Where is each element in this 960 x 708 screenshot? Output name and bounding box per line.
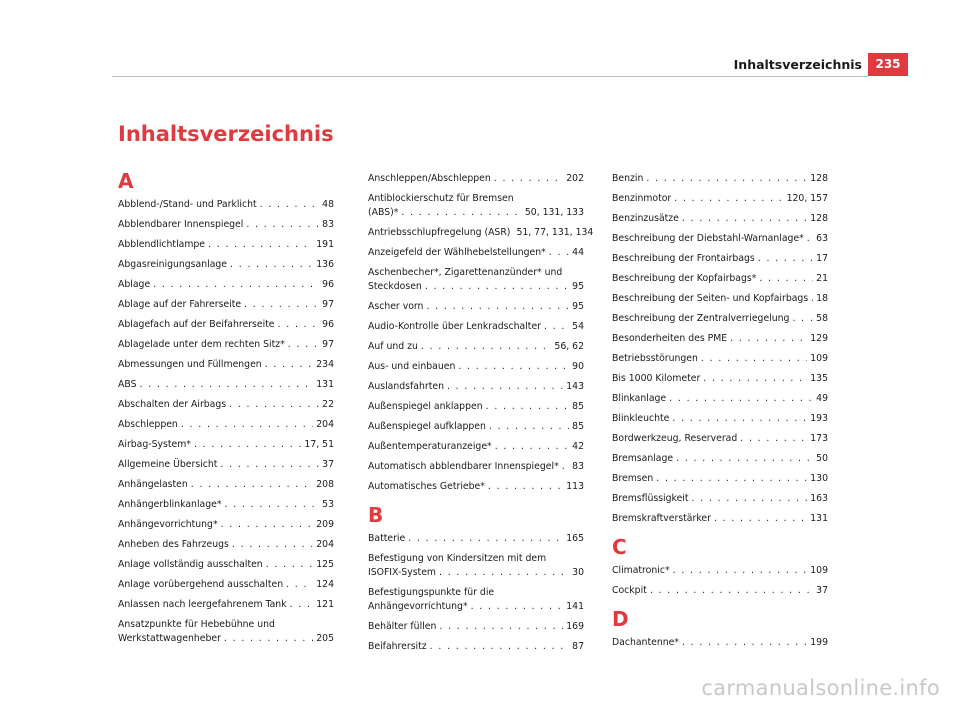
header-title: Inhaltsverzeichnis xyxy=(733,57,862,72)
index-entry xyxy=(118,418,334,432)
index-entry-pages: 22 xyxy=(322,399,334,410)
index-entry-pages: 21 xyxy=(816,273,828,284)
index-entry-term: Bis 1000 Kilometer xyxy=(612,373,701,384)
index-entry-term: Befestigungspunkte für die xyxy=(368,587,495,598)
dot-leader xyxy=(701,352,807,366)
index-entry-term: Antiblockierschutz für Bremsen xyxy=(368,193,514,204)
index-entry-pages: 131 xyxy=(316,379,334,390)
index-entry xyxy=(118,278,334,292)
index-entry xyxy=(368,620,584,634)
index-entry-term: Abblendlichtlampe xyxy=(118,239,206,250)
index-entry-pages: 58 xyxy=(816,313,828,324)
index-entry-pages: 141 xyxy=(566,601,584,612)
index-entry xyxy=(612,232,828,246)
index-entry xyxy=(612,584,828,598)
index-entry-pages: 204 xyxy=(316,419,334,430)
index-entry-term: Auf und zu xyxy=(368,341,418,352)
dot-leader xyxy=(811,292,813,306)
index-entry-pages: 209 xyxy=(316,519,334,530)
index-entry-term: Außenspiegel anklappen xyxy=(368,401,483,412)
index-entry xyxy=(612,372,828,386)
index-entry-pages: 44 xyxy=(572,247,584,258)
index-entry-pages: 163 xyxy=(810,493,828,504)
index-entry xyxy=(368,300,584,314)
index-entry xyxy=(118,378,334,392)
header-divider xyxy=(112,76,868,77)
index-entry-term: Anheben des Fahrzeugs xyxy=(118,539,229,550)
index-entry-pages: 208 xyxy=(316,479,334,490)
dot-leader xyxy=(244,298,319,312)
index-entry-pages: 63 xyxy=(816,233,828,244)
index-entry-pages: 50, 131, 133 xyxy=(524,207,584,218)
dot-leader xyxy=(549,246,569,260)
index-entry xyxy=(118,478,334,492)
index-entry xyxy=(612,312,828,326)
index-entry xyxy=(368,420,584,434)
index-entry-pages: 37 xyxy=(816,585,828,596)
index-entry-pages: 97 xyxy=(322,299,334,310)
page-title: Inhaltsverzeichnis xyxy=(118,122,334,146)
index-entry xyxy=(118,518,334,532)
index-letter-heading: C xyxy=(612,535,627,559)
index-entry xyxy=(612,512,828,526)
index-entry xyxy=(612,636,828,650)
index-entry-pages: 30 xyxy=(572,567,584,578)
index-entry-pages: 87 xyxy=(572,641,584,652)
index-entry xyxy=(612,352,828,366)
index-entry xyxy=(612,452,828,466)
dot-leader xyxy=(430,640,570,654)
index-entry-pages: 83 xyxy=(572,461,584,472)
index-entry xyxy=(118,338,334,352)
index-entry-pages: 124 xyxy=(316,579,334,590)
index-entry-term: Anzeigefeld der Wählhebelstellungen* xyxy=(368,247,546,258)
dot-leader xyxy=(682,212,807,226)
index-entry-term: Behälter füllen xyxy=(368,621,437,632)
index-entry-term: Blinkanlage xyxy=(612,393,667,404)
index-entry-pages: 120, 157 xyxy=(786,193,828,204)
index-entry-term: Benzinmotor xyxy=(612,193,672,204)
index-entry-pages: 49 xyxy=(816,393,828,404)
dot-leader xyxy=(181,418,313,432)
index-entry-pages: 173 xyxy=(810,433,828,444)
index-entry-term: Automatisches Getriebe* xyxy=(368,481,485,492)
index-entry-term: Benzin xyxy=(612,173,644,184)
index-entry-term: Aus- und einbauen xyxy=(368,361,456,372)
dot-leader xyxy=(421,340,552,354)
index-entry-pages: 95 xyxy=(572,281,584,292)
dot-leader xyxy=(439,566,569,580)
index-entry-term: Auslandsfahrten xyxy=(368,381,444,392)
index-entry-term: Anhängerblinkanlage* xyxy=(118,499,222,510)
index-entry-pages: 48 xyxy=(322,199,334,210)
index-entry-term: Audio-Kontrolle über Lenkradschalter xyxy=(368,321,541,332)
index-entry-term: Ablagefach auf der Beifahrerseite xyxy=(118,319,275,330)
page-number-badge: 235 xyxy=(868,53,908,76)
index-entry-term: Ablagelade unter dem rechten Sitz* xyxy=(118,339,285,350)
dot-leader xyxy=(792,312,813,326)
index-entry-term: Batterie xyxy=(368,533,406,544)
index-entry-term: Werkstattwagenheber xyxy=(118,633,221,644)
dot-leader xyxy=(260,198,320,212)
index-entry xyxy=(118,238,334,252)
index-entry xyxy=(118,438,334,452)
index-entry-term: Antriebsschlupfregelung (ASR) xyxy=(368,227,511,238)
index-entry xyxy=(612,172,828,186)
index-entry-term: Benzinzusätze xyxy=(612,213,679,224)
index-entry-term: Steckdosen xyxy=(368,281,422,292)
dot-leader xyxy=(246,218,319,232)
dot-leader xyxy=(544,320,569,334)
index-entry xyxy=(118,558,334,572)
index-entry-term: Anhängevorrichtung* xyxy=(368,601,468,612)
index-entry xyxy=(612,212,828,226)
index-entry xyxy=(612,192,828,206)
dot-leader xyxy=(232,538,313,552)
index-entry xyxy=(612,412,828,426)
index-entry xyxy=(368,552,584,580)
index-entry-pages: 121 xyxy=(316,599,334,610)
index-entry-term: Allgemeine Übersicht xyxy=(118,459,218,470)
dot-leader xyxy=(807,232,813,246)
dot-leader xyxy=(656,472,807,486)
index-entry-pages: 51, 77, 131, 134 xyxy=(516,227,594,238)
index-entry-term: Bordwerkzeug, Reserverad xyxy=(612,433,738,444)
index-entry-term: (ABS)* xyxy=(368,207,399,218)
index-entry xyxy=(368,246,584,260)
index-entry-term: ABS xyxy=(118,379,137,390)
index-entry-pages: 128 xyxy=(810,213,828,224)
dot-leader xyxy=(266,558,314,572)
index-entry xyxy=(368,360,584,374)
index-entry-pages: 56, 62 xyxy=(554,341,584,352)
dot-leader xyxy=(488,480,563,494)
index-entry-term: Ablage auf der Fahrerseite xyxy=(118,299,242,310)
index-entry xyxy=(368,192,584,220)
index-entry-term: Befestigung von Kindersitzen mit dem xyxy=(368,553,547,564)
index-entry xyxy=(118,398,334,412)
index-entry-term: Außentemperaturanzeige* xyxy=(368,441,492,452)
index-entry xyxy=(612,392,828,406)
dot-leader xyxy=(288,338,319,352)
dot-leader xyxy=(730,332,807,346)
dot-leader xyxy=(458,360,569,374)
index-entry xyxy=(612,564,828,578)
dot-leader xyxy=(740,432,807,446)
index-entry xyxy=(118,618,334,646)
dot-leader xyxy=(447,380,563,394)
index-entry-term: Anhängelasten xyxy=(118,479,188,490)
watermark: carmanualsonline.info xyxy=(701,676,940,700)
index-entry xyxy=(368,460,584,474)
dot-leader xyxy=(224,632,313,646)
dot-leader xyxy=(265,358,314,372)
dot-leader xyxy=(669,392,813,406)
index-entry-pages: 90 xyxy=(572,361,584,372)
dot-leader xyxy=(673,564,808,578)
index-entry xyxy=(118,358,334,372)
index-entry-pages: 50 xyxy=(816,453,828,464)
index-entry-term: Automatisch abblendbarer Innenspiegel* xyxy=(368,461,559,472)
index-entry-pages: 96 xyxy=(322,319,334,330)
index-entry-term: Blinkleuchte xyxy=(612,413,670,424)
index-entry-pages: 199 xyxy=(810,637,828,648)
dot-leader xyxy=(278,318,320,332)
dot-leader xyxy=(229,398,319,412)
index-entry-term: Abblendbarer Innenspiegel xyxy=(118,219,244,230)
index-entry-pages: 193 xyxy=(810,413,828,424)
dot-leader xyxy=(220,458,319,472)
index-entry xyxy=(612,492,828,506)
index-entry xyxy=(118,458,334,472)
dot-leader xyxy=(562,460,569,474)
index-entry-term: Anlage vorübergehend ausschalten xyxy=(118,579,284,590)
index-entry-term: Beschreibung der Diebstahl-Warnanlage* xyxy=(612,233,804,244)
index-entry-term: Aschenbecher*, Zigarettenanzünder* und xyxy=(368,267,563,278)
index-entry xyxy=(368,320,584,334)
index-entry-term: Außenspiegel aufklappen xyxy=(368,421,486,432)
index-letter-heading: A xyxy=(118,169,134,193)
index-entry xyxy=(118,258,334,272)
index-entry xyxy=(118,498,334,512)
dot-leader xyxy=(401,206,521,220)
dot-leader xyxy=(714,512,807,526)
dot-leader xyxy=(191,478,314,492)
index-entry-term: Anlage vollständig ausschalten xyxy=(118,559,263,570)
index-letter-heading: B xyxy=(368,503,384,527)
index-entry-term: Besonderheiten des PME xyxy=(612,333,728,344)
index-entry-term: Beschreibung der Zentralverriegelung xyxy=(612,313,790,324)
dot-leader xyxy=(672,412,807,426)
index-letter-heading: D xyxy=(612,607,629,631)
index-entry-term: Beschreibung der Kopfairbags* xyxy=(612,273,757,284)
index-entry-pages: 125 xyxy=(316,559,334,570)
index-entry-pages: 96 xyxy=(322,279,334,290)
index-entry-pages: 18 xyxy=(816,293,828,304)
index-entry xyxy=(118,318,334,332)
index-entry xyxy=(118,538,334,552)
dot-leader xyxy=(139,378,313,392)
dot-leader xyxy=(646,172,807,186)
index-entry-term: Beifahrersitz xyxy=(368,641,427,652)
index-entry-pages: 17 xyxy=(816,253,828,264)
dot-leader xyxy=(408,532,563,546)
index-entry xyxy=(118,598,334,612)
index-entry-term: Abschleppen xyxy=(118,419,178,430)
index-entry-term: ISOFIX-System xyxy=(368,567,436,578)
index-entry xyxy=(612,432,828,446)
dot-leader xyxy=(759,272,813,286)
index-entry-pages: 143 xyxy=(566,381,584,392)
index-entry xyxy=(368,400,584,414)
dot-leader xyxy=(495,440,569,454)
index-entry-term: Dachantenne* xyxy=(612,637,679,648)
index-entry-term: Bremsanlage xyxy=(612,453,674,464)
index-entry-pages: 128 xyxy=(810,173,828,184)
index-entry-pages: 54 xyxy=(572,321,584,332)
index-entry xyxy=(368,340,584,354)
index-entry-term: Ascher vorn xyxy=(368,301,424,312)
index-entry xyxy=(368,440,584,454)
index-entry xyxy=(368,640,584,654)
index-entry-pages: 83 xyxy=(322,219,334,230)
dot-leader xyxy=(486,400,570,414)
index-entry-pages: 136 xyxy=(316,259,334,270)
index-entry xyxy=(368,226,594,240)
index-entry-pages: 97 xyxy=(322,339,334,350)
index-entry-term: Ansatzpunkte für Hebebühne und xyxy=(118,619,275,630)
index-entry xyxy=(612,292,828,306)
dot-leader xyxy=(425,280,569,294)
index-entry-pages: 17, 51 xyxy=(304,439,334,450)
index-entry-term: Bremsen xyxy=(612,473,654,484)
index-entry-pages: 109 xyxy=(810,353,828,364)
index-entry xyxy=(118,218,334,232)
index-entry-term: Abschalten der Airbags xyxy=(118,399,227,410)
index-entry-pages: 113 xyxy=(566,481,584,492)
index-entry xyxy=(612,332,828,346)
index-entry-term: Bremskraftverstärker xyxy=(612,513,711,524)
index-entry-term: Bremsflüssigkeit xyxy=(612,493,689,504)
dot-leader xyxy=(286,578,313,592)
index-entry xyxy=(118,578,334,592)
index-entry-pages: 85 xyxy=(572,401,584,412)
dot-leader xyxy=(494,172,563,186)
dot-leader xyxy=(153,278,319,292)
index-entry-pages: 37 xyxy=(322,459,334,470)
dot-leader xyxy=(230,258,313,272)
index-entry-pages: 169 xyxy=(566,621,584,632)
index-entry-pages: 85 xyxy=(572,421,584,432)
index-entry-pages: 165 xyxy=(566,533,584,544)
index-entry xyxy=(612,472,828,486)
index-entry-pages: 135 xyxy=(810,373,828,384)
index-entry xyxy=(612,252,828,266)
index-entry-pages: 42 xyxy=(572,441,584,452)
index-entry-term: Anhängevorrichtung* xyxy=(118,519,218,530)
index-entry-term: Anlassen nach leergefahrenem Tank xyxy=(118,599,287,610)
index-entry-pages: 191 xyxy=(316,239,334,250)
dot-leader xyxy=(682,636,807,650)
index-entry-term: Beschreibung der Seiten- und Kopfairbags xyxy=(612,293,809,304)
index-entry-term: Anschleppen/Abschleppen xyxy=(368,173,491,184)
index-entry-pages: 129 xyxy=(810,333,828,344)
index-entry xyxy=(368,266,584,294)
index-entry-pages: 202 xyxy=(566,173,584,184)
index-entry-term: Betriebsstörungen xyxy=(612,353,698,364)
index-entry-term: Climatronic* xyxy=(612,565,670,576)
index-entry-pages: 130 xyxy=(810,473,828,484)
index-entry-pages: 131 xyxy=(810,513,828,524)
index-entry xyxy=(118,198,334,212)
dot-leader xyxy=(471,600,564,614)
index-entry xyxy=(368,532,584,546)
index-entry xyxy=(368,586,584,614)
index-entry-term: Beschreibung der Frontairbags xyxy=(612,253,755,264)
dot-leader xyxy=(489,420,569,434)
index-entry-term: Abgasreinigungsanlage xyxy=(118,259,228,270)
dot-leader xyxy=(426,300,569,314)
index-entry-pages: 53 xyxy=(322,499,334,510)
dot-leader xyxy=(225,498,320,512)
index-entry-pages: 109 xyxy=(810,565,828,576)
index-entry-term: Ablage xyxy=(118,279,151,290)
index-entry-pages: 95 xyxy=(572,301,584,312)
dot-leader xyxy=(703,372,807,386)
index-entry-term: Cockpit xyxy=(612,585,647,596)
dot-leader xyxy=(758,252,813,266)
index-entry-pages: 205 xyxy=(316,633,334,644)
index-entry-pages: 204 xyxy=(316,539,334,550)
index-entry-term: Abmessungen und Füllmengen xyxy=(118,359,262,370)
dot-leader xyxy=(439,620,563,634)
index-entry xyxy=(368,172,584,186)
index-entry-pages: 234 xyxy=(316,359,334,370)
index-entry-term: Airbag-System* xyxy=(118,439,191,450)
dot-leader xyxy=(692,492,808,506)
dot-leader xyxy=(676,452,813,466)
index-entry xyxy=(612,272,828,286)
index-entry-term: Abblend-/Stand- und Parklicht xyxy=(118,199,257,210)
dot-leader xyxy=(290,598,314,612)
dot-leader xyxy=(674,192,783,206)
index-entry xyxy=(118,298,334,312)
index-entry xyxy=(368,380,584,394)
dot-leader xyxy=(208,238,313,252)
dot-leader xyxy=(650,584,813,598)
index-entry xyxy=(368,480,584,494)
dot-leader xyxy=(194,438,301,452)
dot-leader xyxy=(221,518,314,532)
